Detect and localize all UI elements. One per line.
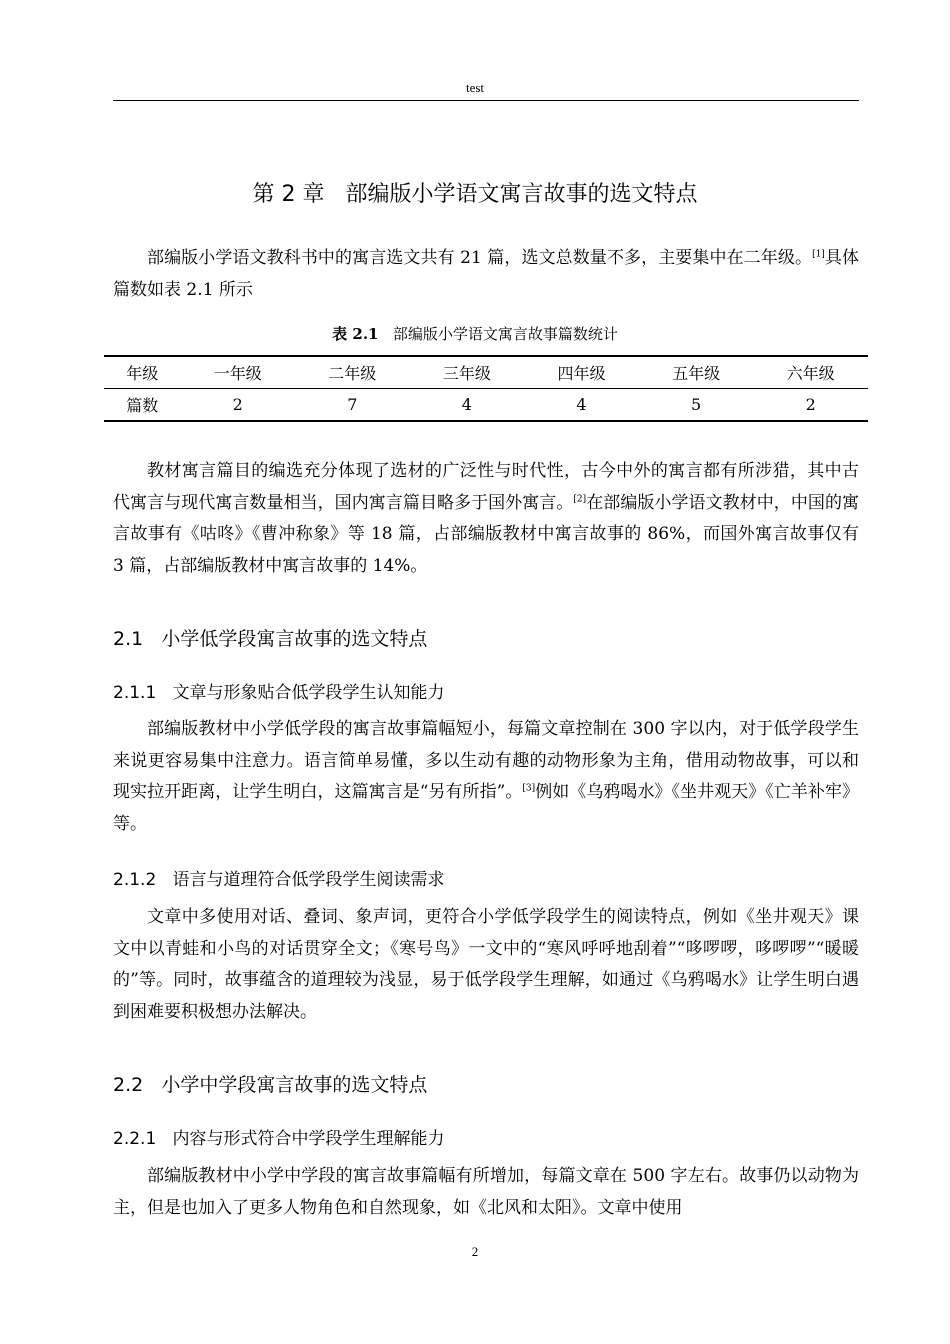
grade-count-table <box>104 355 868 422</box>
paragraph-2-2-1: 部编版教材中小学中学段的寓言故事篇幅有所增加，每篇文章在 500 字左右。故事仍以动物为主，但是也加入了更多人物角色和自然现象，如《北风和太阳》。文章中使用 <box>113 1166 859 1218</box>
page-header: test <box>465 80 485 95</box>
table-cell: 5 <box>639 389 754 422</box>
paragraph-2-1-1: 部编版教材中小学低学段的寓言故事篇幅短小，每篇文章控制在 300 字以内，对于低学段学生来说更容易集中注意力。语言简单易懂，多以生动有趣的动物形象为主角，借用动物故事，可以和现实拉开距离，让学生明白，这篇寓言是“另有所指”。[3]例如《乌鸦喝水》《坐井观天》《亡羊补牢》等。 <box>113 719 859 834</box>
table-cell: 篇数 <box>104 389 180 422</box>
table-cell: 2 <box>180 389 295 422</box>
intro-paragraph: 部编版小学语文教科书中的寓言选文共有 21 篇，选文总数量不多，主要集中在二年级。[1]具体篇数如表 2.1 所示 <box>113 248 859 300</box>
table-caption-label: 表 2.1 <box>332 325 379 343</box>
subsection-heading-2-1-2: 2.1.2 语言与道理符合低学段学生阅读需求 <box>113 870 445 890</box>
chapter-number: 第 2 章 <box>252 182 325 207</box>
citation-ref: [2] <box>573 493 587 504</box>
table-header-cell: 四年级 <box>524 356 639 389</box>
subsection-heading-2-2-1: 2.2.1 内容与形式符合中学段学生理解能力 <box>113 1129 445 1149</box>
section-heading-2-1: 2.1 小学低学段寓言故事的选文特点 <box>113 628 428 650</box>
section-heading-2-2: 2.2 小学中学段寓言故事的选文特点 <box>113 1074 428 1096</box>
selection-paragraph: 教材寓言篇目的编选充分体现了选材的广泛性与时代性，古今中外的寓言都有所涉猎，其中古代寓言与现代寓言数量相当，国内寓言篇目略多于国外寓言。[2]在部编版小学语文教材中，中国的寓言故事有《咕咚》《曹冲称象》等 18 篇，占部编版教材中寓言故事的 86%，而国外寓言故事仅有 3 篇，占部编版教材中寓言故事的 14%。 <box>113 461 860 576</box>
table-caption <box>0 323 950 344</box>
paragraph-2-1-2: 文章中多使用对话、叠词、象声词，更符合小学低学段学生的阅读特点，例如《坐井观天》课文中以青蛙和小鸟的对话贯穿全文；《寒号鸟》一文中的“寒风呼呼地刮着”“哆啰啰，哆啰啰”“暖暖的”等。同时，故事蕴含的道理较为浅显，易于低学段学生理解，如通过《乌鸦喝水》让学生明白遇到困难要积极想办法解决。 <box>113 907 859 1022</box>
table-header-cell: 三年级 <box>410 356 525 389</box>
table-cell: 2 <box>753 389 868 422</box>
table-header-cell: 六年级 <box>753 356 868 389</box>
table-cell: 4 <box>410 389 525 422</box>
chapter-title-text: 部编版小学语文寓言故事的选文特点 <box>345 182 698 207</box>
table-cell: 7 <box>295 389 410 422</box>
table-header-row <box>104 356 868 389</box>
table-caption-title: 部编版小学语文寓言故事篇数统计 <box>392 325 618 343</box>
citation-ref: [1] <box>812 249 825 260</box>
table-row <box>104 389 868 422</box>
table-header-cell: 五年级 <box>639 356 754 389</box>
table-cell: 4 <box>524 389 639 422</box>
table-header-cell: 年级 <box>104 356 180 389</box>
chapter-title <box>0 177 950 208</box>
subsection-heading-2-1-1: 2.1.1 文章与形象贴合低学段学生认知能力 <box>113 683 445 703</box>
table-header-cell: 一年级 <box>180 356 295 389</box>
table-header-cell: 二年级 <box>295 356 410 389</box>
page-number: 2 <box>471 1244 479 1259</box>
citation-ref: [3] <box>522 783 536 794</box>
header-rule <box>113 100 859 101</box>
